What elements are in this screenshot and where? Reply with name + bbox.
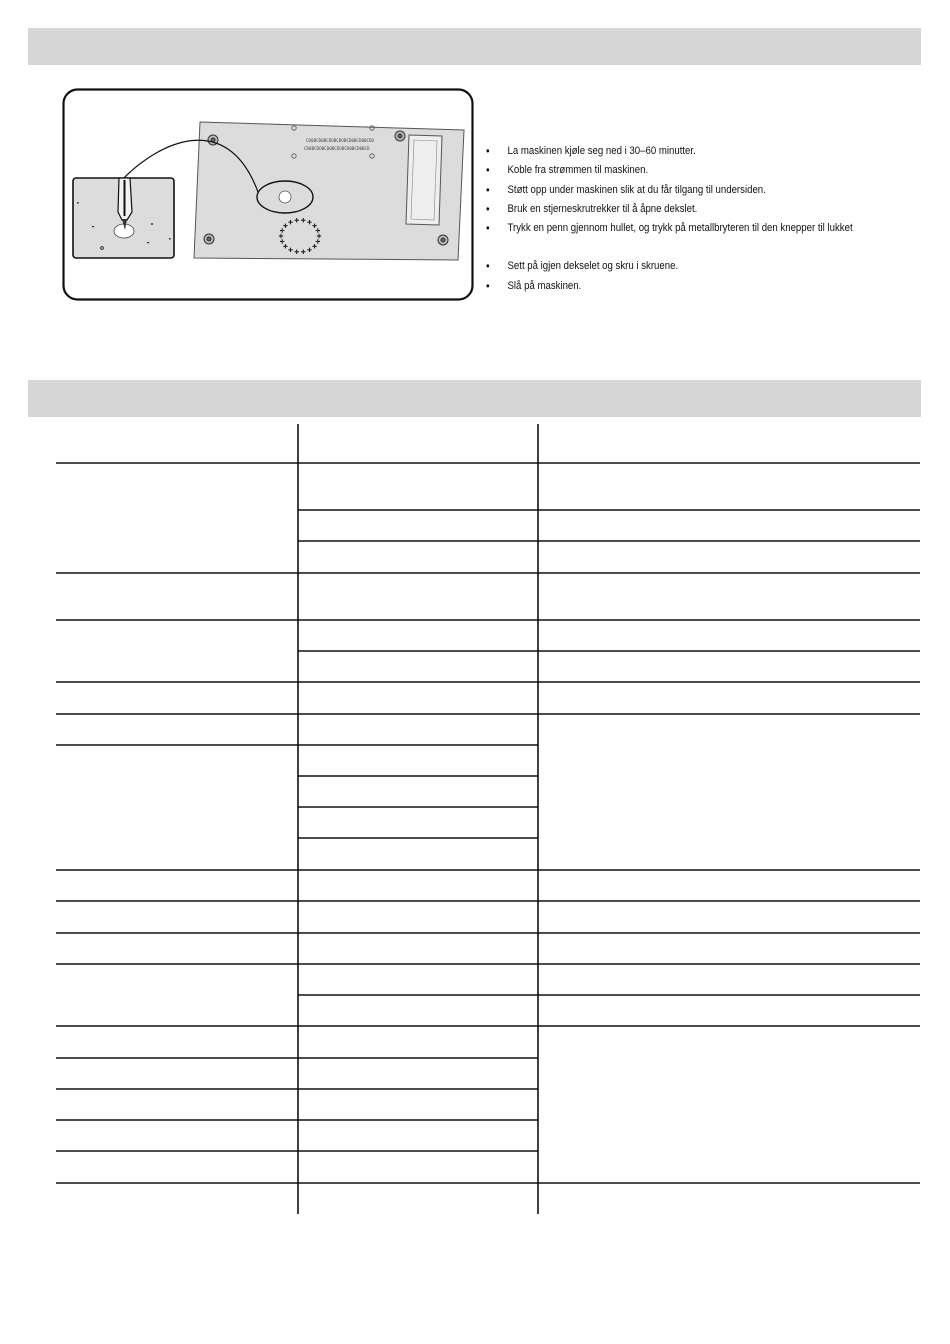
- instruction-step: [486, 220, 864, 239]
- instruction-text: Koble fra strømmen til maskinen.: [507, 164, 649, 177]
- bullet-icon: •: [486, 182, 490, 197]
- board-label-row1: CD0BCD0BCDOBCDOBCD0BCD0BCDD: [306, 138, 375, 143]
- instruction-step: [486, 162, 864, 181]
- bullet-icon: •: [486, 144, 490, 158]
- reset-hole-icon: [279, 191, 291, 203]
- reset-instructions: [486, 143, 926, 297]
- instruction-text: Sett på igjen dekselet og skru i skruene.: [507, 260, 679, 273]
- reset-instructions-header: [28, 28, 921, 65]
- instruction-step: [486, 201, 864, 220]
- board-label-row2: CD0BCDOBCD0BCDOBCD0BCD0BCD: [304, 146, 370, 151]
- instruction-text: Bruk en stjerneskrutrekker til å åpne dekslet.: [507, 202, 698, 215]
- troubleshooting-table-header: [28, 380, 921, 417]
- instruction-step: [486, 182, 864, 201]
- instruction-step: [486, 143, 864, 162]
- instruction-text: La maskinen kjøle seg ned i 30–60 minutter.: [507, 145, 696, 157]
- bullet-icon: •: [486, 259, 490, 274]
- instruction-step: [486, 258, 864, 277]
- bullet-icon: •: [486, 278, 490, 293]
- bullet-icon: •: [486, 163, 490, 178]
- troubleshooting-table: [56, 424, 920, 1214]
- instruction-text: Støtt opp under maskinen slik at du får tilgang til undersiden.: [507, 183, 766, 196]
- instruction-step: [486, 278, 864, 297]
- instruction-text: Slå på maskinen.: [507, 279, 582, 292]
- bullet-icon: •: [486, 221, 490, 236]
- instruction-text: Trykk en penn gjennom hullet, og trykk på metallbryteren til den knepper til lukket: [507, 222, 853, 235]
- bullet-icon: •: [486, 201, 490, 216]
- reset-switch-illustration: [62, 88, 474, 301]
